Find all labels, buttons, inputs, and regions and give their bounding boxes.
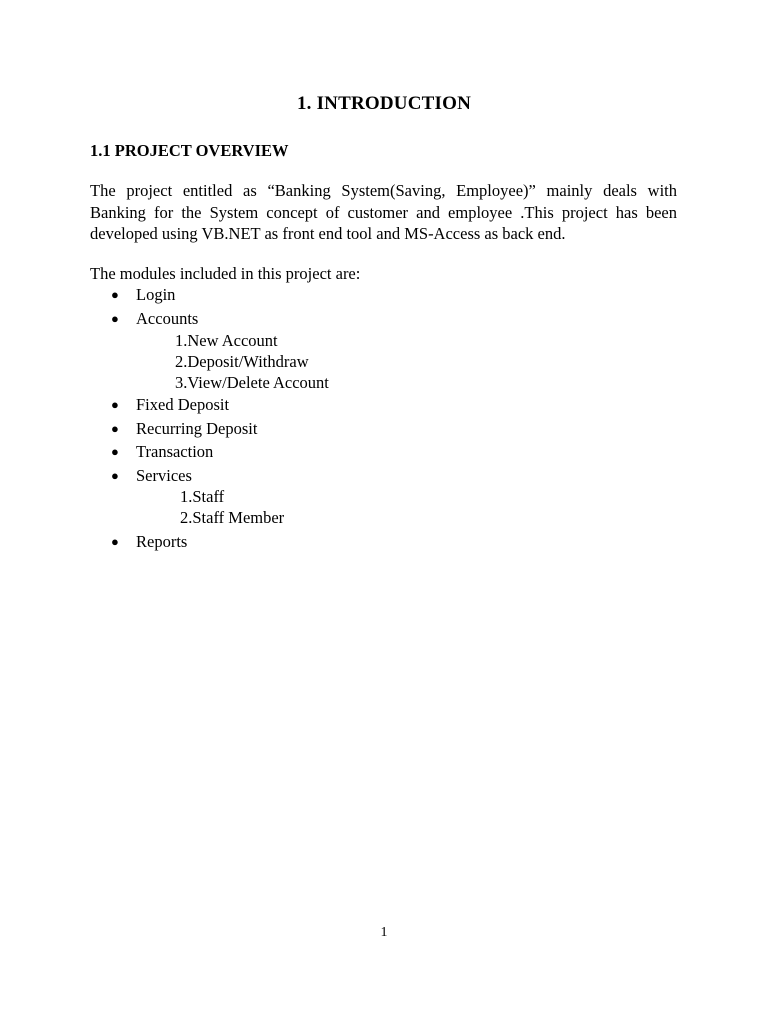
list-item-services — [111, 466, 192, 486]
list-item-label: Services — [136, 466, 192, 485]
page-number: 1 — [380, 925, 388, 940]
section-heading: 1.1 PROJECT OVERVIEW — [90, 141, 289, 160]
sub-item-new-account: 1.New Account — [175, 331, 278, 350]
list-item-transaction — [111, 442, 214, 462]
sub-item-staff-member: 2.Staff Member — [180, 508, 285, 527]
sub-item-staff: 1.Staff — [180, 487, 225, 506]
list-item-accounts — [111, 309, 199, 329]
bullet-icon: ● — [111, 534, 119, 549]
list-item-recurring-deposit — [111, 419, 258, 439]
list-item-label: Login — [136, 285, 176, 304]
bullet-icon: ● — [111, 468, 119, 483]
sub-item-deposit-withdraw: 2.Deposit/Withdraw — [175, 352, 309, 371]
list-item-label: Accounts — [136, 309, 199, 328]
modules-intro: The modules included in this project are: — [90, 264, 361, 283]
list-item-label: Fixed Deposit — [136, 395, 230, 414]
chapter-title: 1. INTRODUCTION — [296, 93, 472, 114]
bullet-icon: ● — [111, 287, 119, 302]
bullet-icon: ● — [111, 397, 119, 412]
bullet-icon: ● — [111, 311, 119, 326]
list-item-fixed-deposit — [111, 395, 230, 415]
bullet-icon: ● — [111, 444, 119, 459]
bullet-icon: ● — [111, 421, 119, 436]
list-item-login — [111, 285, 176, 305]
list-item-label: Reports — [136, 532, 188, 551]
list-item-label: Recurring Deposit — [136, 419, 258, 438]
sub-item-view-delete-account: 3.View/Delete Account — [175, 373, 329, 392]
list-item-label: Transaction — [136, 442, 214, 461]
overview-paragraph: The project entitled as “Banking System(Saving, Employee)” mainly deals with Banking for the System concept of customer and employee .This project has been developed using VB.NET as front end tool and MS-Access as back end. — [90, 181, 677, 243]
list-item-reports — [111, 532, 188, 552]
